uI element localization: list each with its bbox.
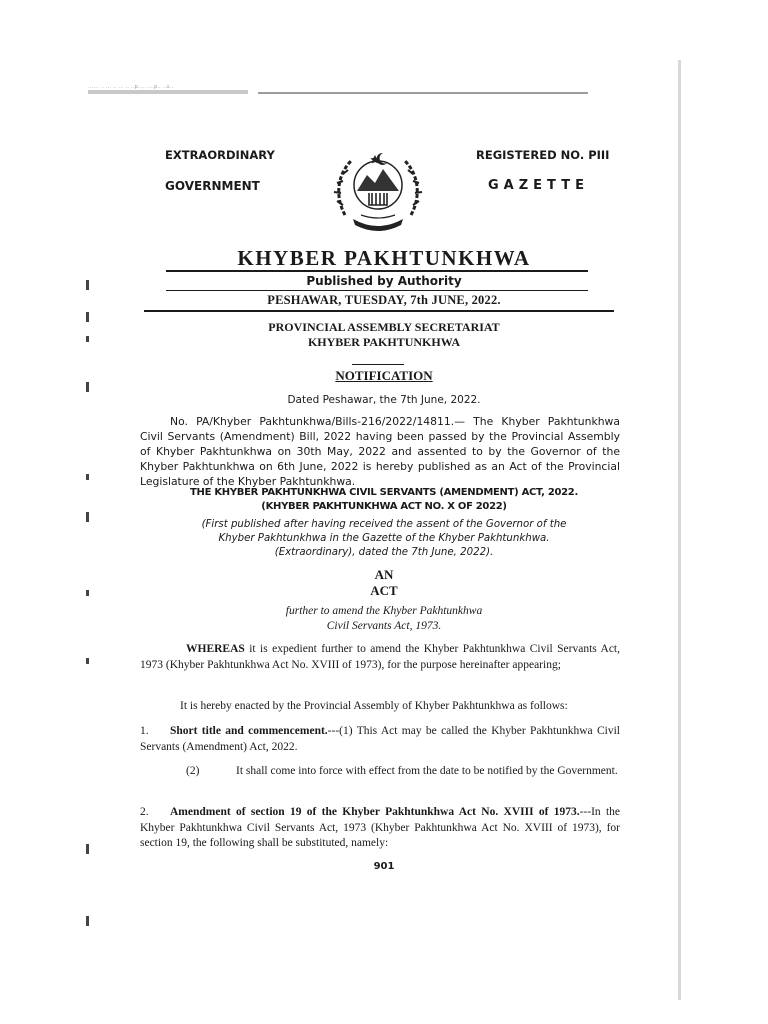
scan-line <box>258 92 588 94</box>
extraordinary-label: EXTRAORDINARY <box>165 148 275 162</box>
section-2-text: ---In the Khyber Pakhtunkhwa Civil Servants Act, 1973 (Khyber Pakhtunkhwa Act No. XVIII of 1973), for section 19, the following shall be substituted, namely: <box>140 806 621 849</box>
act-title-line-1: THE KHYBER PAKHTUNKHWA CIVIL SERVANTS (AMENDMENT) ACT, 2022. <box>190 487 578 498</box>
whereas-lead: WHEREAS <box>186 643 245 655</box>
section-1-2-text: It shall come into force with effect from the date to be notified by the Government. <box>236 765 618 777</box>
secretariat-line-1: PROVINCIAL ASSEMBLY SECRETARIAT <box>268 320 500 334</box>
secretariat-line-2: KHYBER PAKHTUNKHWA <box>307 335 461 349</box>
section-2-number: 2. <box>140 806 149 818</box>
act-title-line-2: (KHYBER PAKHTUNKHWA ACT NO. X OF 2022) <box>261 501 507 512</box>
further-line-1: further to amend the Khyber Pakhtunkhwa <box>285 605 483 617</box>
section-1-2-paragraph <box>140 764 620 780</box>
section-1-2-number: (2) <box>186 765 200 777</box>
section-1-number: 1. <box>140 725 149 737</box>
date-rule <box>144 310 614 312</box>
intro-paragraph: No. PA/Khyber Pakhtunkhwa/Bills-216/2022/14811.— The Khyber Pakhtunkhwa Civil Servants (Amendment) Bill, 2022 having been passed by the Provincial Assembly of Khyber Pakhtunkhwa on 30th May, 2022 and assented to by the Governor of the Khyber Pakhtunkhwa on 6th June, 2022 is hereby published as an Act of the Provincial Legislature of the Khyber Pakhtunkhwa. <box>140 415 620 488</box>
an-heading: AN <box>374 567 394 582</box>
first-published-line-2: Khyber Pakhtunkhwa in the Gazette of the Khyber Pakhtunkhwa. <box>218 533 550 544</box>
title-rule <box>166 270 588 272</box>
registered-number-label: REGISTERED NO. PIII <box>476 148 610 162</box>
further-line-2: Civil Servants Act, 1973. <box>326 620 442 632</box>
section-1-text: ---(1) This Act may be called the Khyber Pakhtunkhwa Civil Servants (Amendment) Act, 2022. <box>140 725 620 753</box>
government-label: GOVERNMENT <box>165 179 260 193</box>
date-line: PESHAWAR, TUESDAY, 7th JUNE, 2022. <box>267 293 501 307</box>
section-2-heading: Amendment of section 19 of the Khyber Pakhtunkhwa Act No. XVIII of 1973. <box>170 806 580 818</box>
enacted-paragraph: It is hereby enacted by the Provincial Assembly of Khyber Pakhtunkhwa as follows: <box>180 700 568 712</box>
authority-rule <box>166 290 588 291</box>
notification-overline <box>352 364 404 365</box>
section-2-paragraph <box>140 805 620 852</box>
whereas-text: it is expedient further to amend the Khyber Pakhtunkhwa Civil Servants Act, 1973 (Khyber Pakhtunkhwa Act No. XVIII of 1973), for the purpose hereinafter appearing; <box>140 643 620 671</box>
scan-edge-marks <box>86 260 94 940</box>
notification-heading: NOTIFICATION <box>335 368 433 383</box>
section-1-paragraph <box>140 724 620 755</box>
page-number: 901 <box>373 861 395 872</box>
gazette-title: KHYBER PAKHTUNKHWA <box>237 246 531 270</box>
first-published-line-3: (Extraordinary), dated the 7th June, 2022). <box>274 547 494 558</box>
khyber-pakhtunkhwa-emblem <box>331 145 425 239</box>
dated-line: Dated Peshawar, the 7th June, 2022. <box>287 394 481 406</box>
gazette-label: GAZETTE <box>488 178 589 193</box>
scan-page-edge <box>678 60 681 1000</box>
scan-header-fragment: ...... .. ... .. ... .. ..p..., ....p.. ..u.. <box>88 84 174 90</box>
first-published-line-1: (First published after having received the assent of the Governor of the <box>201 519 567 530</box>
section-1-heading: Short title and commencement. <box>170 725 328 737</box>
act-heading: ACT <box>370 583 398 598</box>
whereas-paragraph <box>140 642 620 673</box>
published-by-authority: Published by Authority <box>306 274 462 288</box>
